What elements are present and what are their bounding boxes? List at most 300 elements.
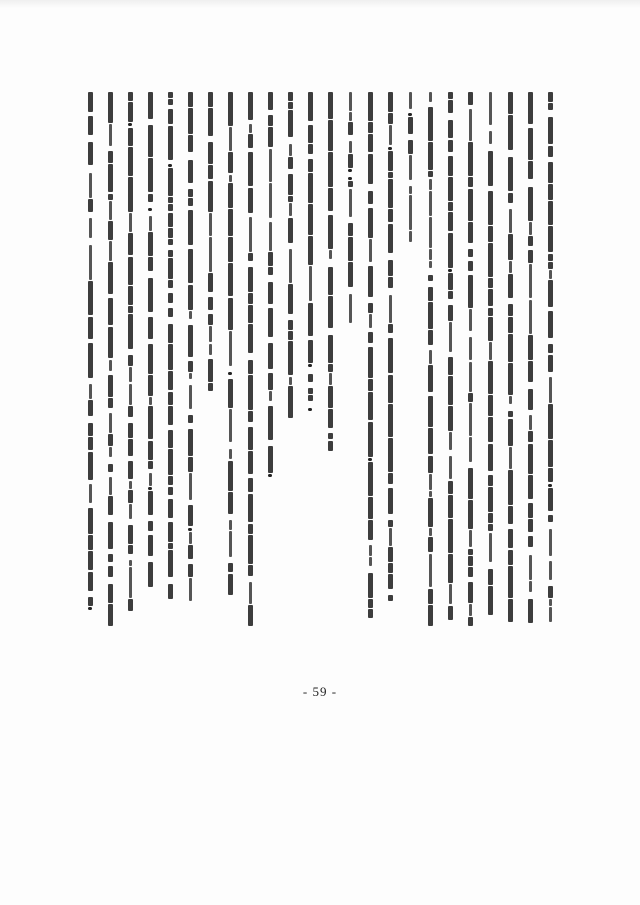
word-glyph xyxy=(248,267,253,292)
word-glyph xyxy=(149,473,152,486)
word-glyph xyxy=(108,554,113,562)
word-glyph xyxy=(548,344,553,353)
word-glyph xyxy=(308,173,313,203)
word-glyph xyxy=(208,273,213,292)
word-glyph xyxy=(368,599,373,608)
word-glyph xyxy=(88,92,93,112)
word-glyph xyxy=(228,298,233,330)
word-glyph xyxy=(168,499,173,518)
word-glyph xyxy=(508,115,513,150)
word-glyph xyxy=(128,306,133,313)
word-glyph xyxy=(388,277,393,288)
word-glyph xyxy=(108,522,113,549)
word-glyph xyxy=(168,449,173,475)
word-glyph xyxy=(528,503,533,518)
word-glyph xyxy=(168,109,173,124)
word-glyph xyxy=(168,584,173,598)
word-glyph xyxy=(208,181,213,212)
word-glyph xyxy=(429,261,432,268)
word-glyph xyxy=(288,341,293,375)
word-glyph xyxy=(548,146,553,157)
word-glyph xyxy=(529,581,532,592)
word-glyph xyxy=(188,285,193,310)
word-glyph xyxy=(548,184,553,200)
word-glyph xyxy=(188,457,193,472)
word-glyph xyxy=(529,555,532,580)
word-glyph xyxy=(108,164,113,192)
word-glyph xyxy=(289,377,292,385)
word-glyph xyxy=(228,237,233,262)
word-glyph xyxy=(288,110,293,137)
word-glyph xyxy=(189,311,192,319)
word-glyph xyxy=(148,278,153,312)
word-glyph xyxy=(488,361,493,394)
word-glyph xyxy=(308,125,313,143)
word-glyph xyxy=(428,302,433,329)
word-glyph xyxy=(328,120,333,151)
word-glyph xyxy=(429,350,432,364)
word-glyph xyxy=(228,379,233,408)
word-glyph xyxy=(269,222,272,251)
word-glyph xyxy=(388,375,393,403)
word-glyph xyxy=(188,135,193,152)
word-glyph xyxy=(268,308,273,337)
word-glyph xyxy=(448,495,453,518)
word-glyph xyxy=(248,411,253,422)
word-glyph xyxy=(528,335,533,360)
word-glyph xyxy=(229,127,232,151)
word-glyph xyxy=(328,335,333,363)
word-glyph xyxy=(448,376,453,405)
word-glyph xyxy=(508,550,513,565)
word-glyph xyxy=(128,545,133,554)
word-glyph xyxy=(228,492,233,514)
text-line xyxy=(164,92,176,627)
word-glyph xyxy=(269,183,272,218)
word-glyph xyxy=(128,406,133,417)
word-glyph xyxy=(368,303,373,313)
word-glyph xyxy=(148,317,153,339)
word-glyph xyxy=(548,254,553,261)
word-glyph xyxy=(369,314,372,328)
word-glyph xyxy=(508,506,513,524)
word-glyph xyxy=(328,441,333,451)
word-glyph xyxy=(448,357,453,375)
word-glyph xyxy=(508,529,513,548)
word-glyph xyxy=(128,286,133,305)
word-glyph xyxy=(209,213,212,236)
word-glyph xyxy=(188,325,193,357)
word-glyph xyxy=(108,464,113,472)
word-glyph xyxy=(88,423,93,436)
word-glyph xyxy=(489,92,492,125)
word-glyph xyxy=(488,417,493,442)
word-glyph xyxy=(388,404,393,437)
word-glyph xyxy=(368,347,373,378)
word-glyph xyxy=(188,189,193,197)
word-glyph xyxy=(248,375,253,410)
word-glyph xyxy=(528,187,533,221)
word-glyph xyxy=(488,513,493,523)
word-glyph xyxy=(228,183,233,208)
word-glyph xyxy=(488,317,493,341)
word-glyph xyxy=(469,337,472,360)
text-line xyxy=(404,92,416,252)
word-glyph xyxy=(348,223,353,236)
word-glyph xyxy=(548,117,553,144)
word-glyph xyxy=(368,458,372,461)
word-glyph xyxy=(468,275,473,308)
word-glyph xyxy=(488,524,493,531)
word-glyph xyxy=(268,115,273,126)
word-glyph xyxy=(508,334,513,362)
word-glyph xyxy=(268,92,273,110)
word-glyph xyxy=(88,607,92,610)
word-glyph xyxy=(148,461,153,469)
word-glyph xyxy=(228,563,233,572)
word-glyph xyxy=(208,108,213,136)
word-glyph xyxy=(168,197,173,203)
word-glyph xyxy=(428,365,433,392)
word-glyph xyxy=(188,108,193,134)
word-glyph xyxy=(168,99,173,105)
word-glyph xyxy=(248,535,253,564)
word-glyph xyxy=(148,158,153,192)
word-glyph xyxy=(349,294,352,323)
word-glyph xyxy=(328,215,333,249)
word-glyph xyxy=(308,236,313,265)
word-glyph xyxy=(308,364,312,367)
word-glyph xyxy=(349,189,352,217)
word-glyph xyxy=(148,125,153,157)
word-glyph xyxy=(509,447,512,469)
word-glyph xyxy=(548,440,553,467)
word-glyph xyxy=(228,461,233,491)
word-glyph xyxy=(248,605,253,626)
word-glyph xyxy=(368,208,373,238)
text-line xyxy=(544,92,556,627)
word-glyph xyxy=(368,392,373,420)
word-glyph xyxy=(248,293,253,304)
word-glyph xyxy=(268,127,273,147)
word-glyph xyxy=(269,391,272,401)
word-glyph xyxy=(168,550,173,577)
word-glyph xyxy=(189,578,192,600)
word-glyph xyxy=(109,201,112,220)
scan-edge xyxy=(0,0,640,8)
word-glyph xyxy=(448,156,453,176)
word-glyph xyxy=(428,142,433,170)
word-glyph xyxy=(88,199,93,212)
word-glyph xyxy=(388,324,393,333)
word-glyph xyxy=(168,371,173,390)
word-glyph xyxy=(109,477,112,495)
word-glyph xyxy=(248,253,253,261)
word-glyph xyxy=(408,140,413,154)
word-glyph xyxy=(188,249,193,283)
word-glyph xyxy=(128,147,133,176)
text-line xyxy=(384,92,396,627)
word-glyph xyxy=(229,531,232,557)
word-glyph xyxy=(168,344,173,370)
word-glyph xyxy=(109,447,112,457)
word-glyph xyxy=(548,484,552,487)
word-glyph xyxy=(448,92,453,99)
word-glyph xyxy=(108,566,113,577)
word-glyph xyxy=(488,487,493,512)
word-glyph xyxy=(368,154,373,184)
word-glyph xyxy=(268,474,272,477)
word-glyph xyxy=(248,360,253,374)
word-glyph xyxy=(268,373,273,390)
word-glyph xyxy=(448,212,453,231)
word-glyph xyxy=(308,92,313,121)
word-glyph xyxy=(408,117,413,134)
word-glyph xyxy=(369,545,372,556)
word-glyph xyxy=(468,567,473,577)
word-glyph xyxy=(528,236,533,246)
word-glyph xyxy=(428,498,433,527)
word-glyph xyxy=(128,490,133,503)
word-glyph xyxy=(109,360,112,371)
word-glyph xyxy=(368,379,373,391)
word-glyph xyxy=(349,141,352,153)
word-glyph xyxy=(128,599,133,611)
word-glyph xyxy=(248,427,253,450)
word-glyph xyxy=(388,113,393,124)
word-glyph xyxy=(368,497,373,519)
word-glyph xyxy=(488,243,493,277)
word-glyph xyxy=(508,411,513,417)
word-glyph xyxy=(429,554,432,588)
word-glyph xyxy=(109,241,112,261)
word-glyph xyxy=(168,293,173,303)
word-glyph xyxy=(448,100,453,113)
text-line xyxy=(144,92,156,627)
word-glyph xyxy=(429,528,432,536)
word-glyph xyxy=(88,281,93,315)
word-glyph xyxy=(188,92,193,107)
word-glyph xyxy=(549,599,552,606)
word-glyph xyxy=(288,196,293,202)
word-glyph xyxy=(148,406,153,439)
word-glyph xyxy=(448,554,453,583)
word-glyph xyxy=(548,226,553,252)
word-glyph xyxy=(268,343,273,369)
word-glyph xyxy=(488,444,493,471)
word-glyph xyxy=(129,367,132,382)
word-glyph xyxy=(388,224,393,253)
word-glyph xyxy=(288,331,293,340)
word-glyph xyxy=(249,217,252,252)
word-glyph xyxy=(449,322,452,352)
word-glyph xyxy=(428,537,433,552)
word-glyph xyxy=(468,177,473,187)
word-glyph xyxy=(548,404,553,439)
word-glyph xyxy=(429,249,432,260)
word-glyph xyxy=(108,375,113,397)
word-glyph xyxy=(328,188,333,211)
word-glyph xyxy=(528,92,533,124)
word-glyph xyxy=(189,532,192,544)
word-glyph xyxy=(549,377,552,403)
word-glyph xyxy=(368,332,373,343)
word-glyph xyxy=(129,504,132,519)
word-glyph xyxy=(108,194,113,200)
word-glyph xyxy=(448,177,453,201)
word-glyph xyxy=(308,374,313,382)
word-glyph xyxy=(208,165,213,179)
word-glyph xyxy=(368,191,373,204)
word-glyph xyxy=(228,152,233,173)
word-glyph xyxy=(528,536,533,547)
word-glyph xyxy=(108,327,113,359)
word-glyph xyxy=(308,340,313,363)
word-glyph xyxy=(528,361,533,382)
word-glyph xyxy=(229,520,232,530)
word-glyph xyxy=(509,261,512,273)
word-glyph xyxy=(388,547,393,562)
word-glyph xyxy=(128,128,133,146)
word-glyph xyxy=(388,574,393,589)
word-glyph xyxy=(368,134,373,152)
word-glyph xyxy=(188,361,193,372)
word-glyph xyxy=(388,209,393,222)
word-glyph xyxy=(369,557,372,566)
word-glyph xyxy=(388,179,393,208)
word-glyph xyxy=(249,582,252,604)
word-glyph xyxy=(268,267,273,275)
word-glyph xyxy=(488,289,493,306)
word-glyph xyxy=(189,373,192,379)
word-glyph xyxy=(88,343,93,378)
word-glyph xyxy=(148,521,153,531)
word-glyph xyxy=(248,524,253,534)
word-glyph xyxy=(468,500,473,529)
word-glyph xyxy=(148,208,152,211)
word-glyph xyxy=(429,92,432,102)
word-glyph xyxy=(428,456,433,473)
word-glyph xyxy=(388,338,393,373)
word-glyph xyxy=(108,221,113,240)
word-glyph xyxy=(109,413,112,433)
word-glyph xyxy=(188,564,193,577)
word-glyph xyxy=(328,92,333,119)
word-glyph xyxy=(289,203,292,216)
word-glyph xyxy=(249,124,252,133)
word-glyph xyxy=(188,528,192,531)
word-glyph xyxy=(309,266,312,301)
word-glyph xyxy=(129,560,132,566)
word-glyph xyxy=(448,140,453,152)
word-glyph xyxy=(389,125,392,145)
word-glyph xyxy=(108,151,113,163)
word-glyph xyxy=(168,392,173,405)
word-glyph xyxy=(208,142,213,164)
text-line xyxy=(124,92,136,627)
word-glyph xyxy=(528,475,533,499)
word-glyph xyxy=(429,179,432,190)
word-glyph xyxy=(269,149,272,182)
word-glyph xyxy=(229,409,232,442)
word-glyph xyxy=(468,261,473,271)
word-glyph xyxy=(448,233,453,268)
word-glyph xyxy=(108,398,113,408)
word-glyph xyxy=(188,415,193,423)
word-glyph xyxy=(248,305,253,323)
word-glyph xyxy=(549,561,552,580)
word-glyph xyxy=(148,441,153,460)
word-glyph xyxy=(188,429,193,456)
word-glyph xyxy=(168,476,173,485)
word-glyph xyxy=(168,250,173,257)
word-glyph xyxy=(409,195,412,230)
word-glyph xyxy=(369,239,372,262)
word-glyph xyxy=(328,364,333,372)
word-glyph xyxy=(409,92,412,109)
word-glyph xyxy=(89,173,92,198)
word-glyph xyxy=(508,234,513,260)
word-glyph xyxy=(548,262,553,269)
word-glyph xyxy=(129,213,132,232)
word-glyph xyxy=(288,102,293,109)
word-glyph xyxy=(128,123,132,126)
word-glyph xyxy=(348,262,353,287)
word-glyph xyxy=(128,92,133,101)
text-line xyxy=(104,92,116,627)
word-glyph xyxy=(268,406,273,440)
word-glyph xyxy=(368,266,373,297)
word-glyph xyxy=(248,188,253,213)
word-glyph xyxy=(128,439,133,456)
word-glyph xyxy=(328,433,333,439)
word-glyph xyxy=(448,120,453,138)
word-glyph xyxy=(108,584,113,603)
word-glyph xyxy=(469,437,472,462)
word-glyph xyxy=(488,586,493,615)
word-glyph xyxy=(549,607,552,622)
word-glyph xyxy=(448,519,453,553)
word-glyph xyxy=(188,545,193,559)
word-glyph xyxy=(528,161,533,179)
word-glyph xyxy=(388,260,393,276)
word-glyph xyxy=(448,291,453,299)
word-glyph xyxy=(88,400,93,416)
word-glyph xyxy=(129,384,132,405)
word-glyph xyxy=(348,154,353,168)
word-glyph xyxy=(388,172,393,178)
word-glyph xyxy=(88,535,93,550)
word-glyph xyxy=(448,406,453,431)
word-glyph xyxy=(308,408,312,411)
word-glyph xyxy=(449,432,452,450)
word-glyph xyxy=(388,473,393,484)
word-glyph xyxy=(289,249,292,283)
word-glyph xyxy=(128,423,133,438)
word-glyph xyxy=(468,582,473,603)
word-glyph xyxy=(368,520,373,540)
word-glyph xyxy=(128,314,133,349)
word-glyph xyxy=(388,488,393,514)
text-line xyxy=(524,92,536,627)
word-glyph xyxy=(248,565,253,576)
word-glyph xyxy=(189,385,192,409)
word-glyph xyxy=(288,320,293,330)
word-glyph xyxy=(148,344,153,374)
word-glyph xyxy=(229,331,232,366)
word-glyph xyxy=(88,508,93,534)
text-line xyxy=(504,92,516,627)
